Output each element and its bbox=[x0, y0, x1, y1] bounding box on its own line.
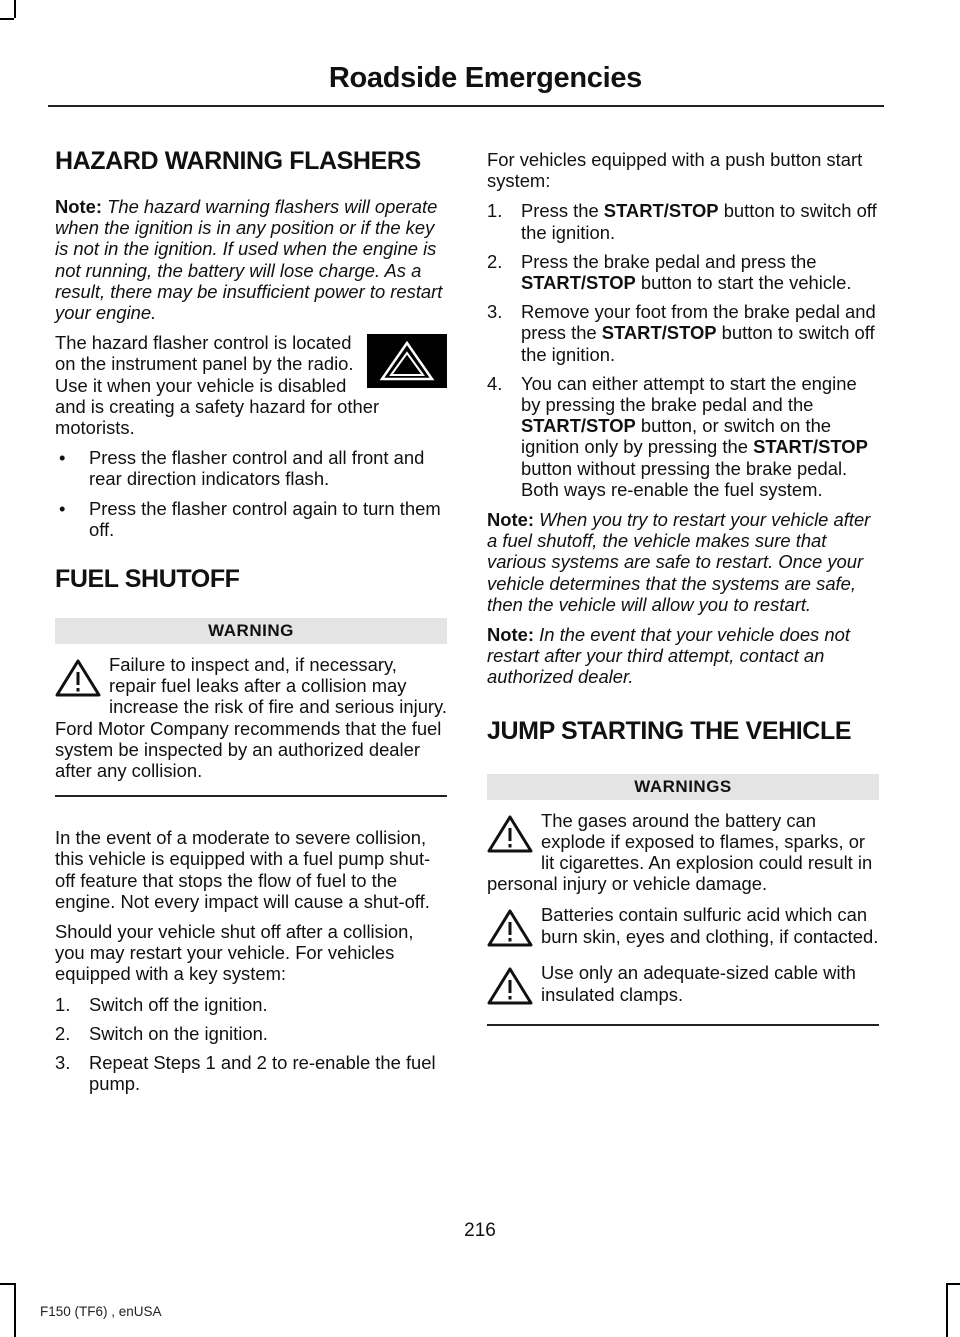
push-button-intro: For vehicles equipped with a push button start system: bbox=[487, 149, 863, 192]
button-name: START/STOP bbox=[521, 415, 636, 437]
fuel-paragraph-2: Should your vehicle shut off after a collision, you may restart your vehicle. For vehicles equipped with a key system: bbox=[55, 921, 414, 985]
step-text: Switch off the ignition. bbox=[89, 993, 268, 1015]
warning-text: Batteries contain sulfuric acid which can burn skin, eyes and clothing, if contacted. bbox=[541, 904, 879, 947]
list-item bbox=[487, 301, 879, 365]
hazard-bullet-list bbox=[55, 447, 447, 540]
crop-mark bbox=[948, 1283, 960, 1285]
fuel-paragraph-1: In the event of a moderate to severe collision, this vehicle is equipped with a fuel pump shut-off feature that stops the flow of fuel to the engine. Not every impact will cause a shut-off. bbox=[55, 827, 431, 912]
button-name: START/STOP bbox=[753, 436, 868, 458]
warning-cable bbox=[487, 962, 879, 1010]
warnings-header: WARNINGS bbox=[487, 774, 879, 800]
warning-triangle-icon bbox=[55, 658, 105, 702]
bullet-mark: • bbox=[59, 497, 66, 519]
crop-mark bbox=[14, 1283, 16, 1337]
fuel-note-2 bbox=[487, 624, 879, 688]
list-item-text: Press the flasher control again to turn them off. bbox=[89, 497, 441, 540]
hazard-body-text: The hazard flasher control is located on the instrument panel by the radio. Use it when your vehicle is disabled and is creating a safety hazard for other motorists. bbox=[55, 332, 380, 439]
step-text: button to switch off the ignition. bbox=[521, 200, 877, 243]
step-text: button, or switch on the ignition only by pressing the bbox=[521, 415, 832, 458]
button-name: START/STOP bbox=[601, 322, 717, 344]
bullet-mark: • bbox=[59, 447, 66, 469]
step-text: Press the bbox=[521, 200, 604, 222]
list-item bbox=[487, 200, 879, 242]
list-item bbox=[55, 1023, 447, 1044]
key-system-steps bbox=[55, 994, 447, 1095]
section-heading-fuel: FUEL SHUTOFF bbox=[55, 565, 240, 594]
note-label: Note: bbox=[487, 624, 534, 646]
list-item bbox=[55, 1052, 447, 1094]
push-button-steps bbox=[487, 200, 879, 500]
note-label: Note: bbox=[55, 196, 102, 217]
step-number: 3. bbox=[55, 1052, 71, 1074]
hazard-note bbox=[55, 196, 447, 323]
step-text: button to start the vehicle. bbox=[635, 272, 852, 294]
warning-divider bbox=[487, 1024, 879, 1026]
step-text: Switch on the ignition. bbox=[89, 1022, 268, 1044]
warning-text: The gases around the battery can explode if exposed to flames, sparks, or lit cigarettes. An explosion could result in personal injury or vehicle damage. bbox=[487, 809, 873, 895]
note-label: Note: bbox=[487, 509, 534, 531]
crop-mark bbox=[0, 1283, 14, 1285]
step-text: button without pressing the brake pedal. Both ways re-enable the fuel system. bbox=[521, 457, 848, 500]
fuel-note-1 bbox=[487, 509, 879, 615]
step-text: button to switch off the ignition. bbox=[521, 322, 875, 365]
note-text: The hazard warning flashers will operate when the ignition is in any position or if the key is not in the ignition. If used when the engine is not running, the battery will lose charge. As a result, there may be insufficient power to restart your engine. bbox=[55, 196, 443, 324]
step-number: 1. bbox=[487, 200, 503, 222]
button-name: START/STOP bbox=[603, 200, 719, 222]
step-text: You can either attempt to start the engine by pressing the brake pedal and the bbox=[521, 372, 857, 416]
warning-triangle-icon bbox=[487, 966, 537, 1010]
step-text: Press the brake pedal and press the bbox=[521, 250, 817, 272]
list-item bbox=[55, 447, 447, 489]
step-number: 1. bbox=[55, 993, 71, 1015]
warning-fuel-leak bbox=[55, 654, 447, 781]
crop-mark bbox=[14, 0, 16, 18]
warning-sulfuric-acid bbox=[487, 904, 879, 952]
note-text: In the event that your vehicle does not restart after your third attempt, contact an authorized dealer. bbox=[487, 624, 850, 688]
hazard-description bbox=[55, 332, 447, 438]
warning-text: Failure to inspect and, if necessary, repair fuel leaks after a collision may increase the risk of fire and serious injury. Ford Motor Company recommends that the fuel system be inspected by an authorized dealer after any collision. bbox=[55, 654, 447, 782]
page-title: Roadside Emergencies bbox=[328, 62, 642, 94]
step-text: Repeat Steps 1 and 2 to re-enable the fuel pump. bbox=[89, 1052, 436, 1095]
crop-mark bbox=[0, 18, 14, 20]
page-number: 216 bbox=[464, 1220, 496, 1241]
list-item bbox=[55, 498, 447, 540]
right-column bbox=[487, 149, 879, 1056]
crop-mark bbox=[946, 1283, 948, 1337]
warning-triangle-icon bbox=[487, 908, 537, 952]
step-text: Remove your foot from the brake pedal and press the bbox=[521, 301, 876, 344]
left-column bbox=[55, 146, 447, 1104]
header-rule bbox=[48, 105, 884, 107]
warning-battery-gases bbox=[487, 810, 879, 895]
hazard-flasher-icon bbox=[367, 334, 447, 388]
button-name: START/STOP bbox=[521, 272, 636, 294]
step-number: 4. bbox=[487, 372, 503, 394]
document-id: F150 (TF6) , enUSA bbox=[40, 1304, 162, 1319]
step-number: 2. bbox=[487, 250, 503, 272]
list-item bbox=[55, 994, 447, 1015]
section-heading-hazard: HAZARD WARNING FLASHERS bbox=[55, 147, 421, 175]
list-item-text: Press the flasher control and all front and rear direction indicators flash. bbox=[89, 447, 425, 490]
warning-text: Use only an adequate-sized cable with insulated clamps. bbox=[541, 962, 856, 1005]
warning-header: WARNING bbox=[55, 618, 447, 644]
note-text: When you try to restart your vehicle after a fuel shutoff, the vehicle makes sure that various systems are safe to restart. Once your vehicle determines that the systems are safe, then the vehicle will allow you to restart. bbox=[487, 509, 871, 615]
warning-triangle-icon bbox=[487, 814, 537, 858]
warning-divider bbox=[55, 795, 447, 797]
step-number: 2. bbox=[55, 1022, 71, 1044]
section-heading-jump: JUMP STARTING THE VEHICLE bbox=[487, 716, 852, 745]
step-number: 3. bbox=[487, 301, 503, 323]
list-item bbox=[487, 251, 879, 293]
list-item bbox=[487, 373, 879, 500]
